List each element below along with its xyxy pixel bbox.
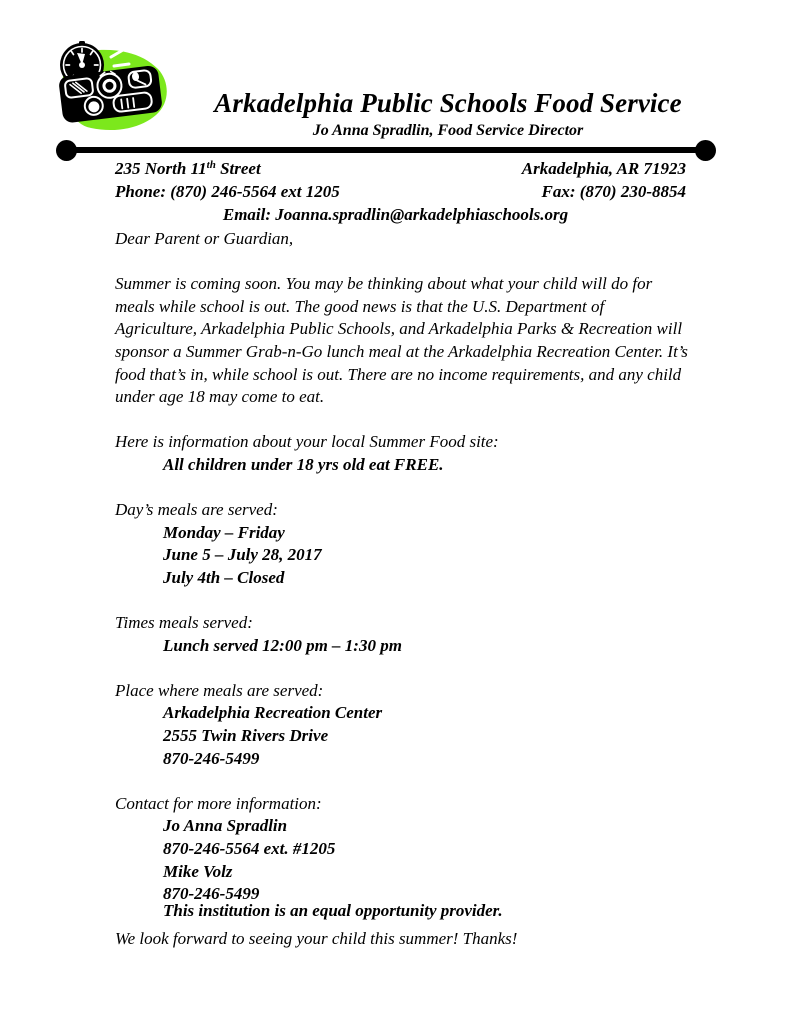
lunch-tray-clock-logo xyxy=(44,33,174,143)
city-state-zip: Arkadelphia, AR 71923 xyxy=(521,159,686,178)
section-item-site-street: 2555 Twin Rivers Drive xyxy=(163,726,329,746)
spacer xyxy=(115,477,690,500)
letterhead-titles xyxy=(168,88,728,141)
section-heading-contact-info: Contact for more information: xyxy=(115,793,322,813)
email-address: Email: Joanna.spradlin@arkadelphiaschools.org xyxy=(222,205,569,224)
section-item-contact-name-1: Jo Anna Spradlin xyxy=(163,816,288,836)
section-item-date-range: June 5 – July 28, 2017 xyxy=(163,545,322,565)
spacer xyxy=(115,770,690,793)
section-item-holiday-closure: July 4th – Closed xyxy=(163,567,285,587)
spacer xyxy=(115,409,690,432)
section-heading-summer-food-site: Here is information about your local Summer Food site: xyxy=(115,432,499,452)
section-heading-place-served: Place where meals are served: xyxy=(115,680,324,700)
section-item-contact-phone-1: 870-246-5564 ext. #1205 xyxy=(163,839,336,859)
street-address-number: 235 North 11 xyxy=(115,159,207,178)
section-heading-times-served: Times meals served: xyxy=(115,613,253,633)
director-subtitle: Jo Anna Spradlin, Food Service Director xyxy=(312,122,584,139)
organization-title: Arkadelphia Public Schools Food Service xyxy=(214,88,682,118)
contact-row-address xyxy=(0,157,791,180)
spacer xyxy=(115,590,690,613)
section-item-site-phone: 870-246-5499 xyxy=(163,748,260,768)
street-address-suffix: Street xyxy=(215,159,261,178)
letterhead xyxy=(0,0,791,150)
spacer xyxy=(115,251,690,274)
section-item-contact-phone-2: 870-246-5499 xyxy=(163,884,260,904)
section-item-free-meals: All children under 18 yrs old eat FREE. xyxy=(163,454,444,474)
section-item-site-name: Arkadelphia Recreation Center xyxy=(163,703,383,723)
fax-number: Fax: (870) 230-8854 xyxy=(541,182,686,201)
closing-line: We look forward to seeing your child this summer! Thanks! xyxy=(115,929,518,949)
section-item-contact-name-2: Mike Volz xyxy=(163,861,233,881)
section-heading-days-served: Day’s meals are served: xyxy=(115,500,278,520)
intro-paragraph: Summer is coming soon. You may be thinking about what your child will do for meals while school is out. The good news is that the U.S. Department of Agriculture, Arkadelphia Public Schools, and Arkadelphia Parks & Recreation will sponsor a Summer Grab-n-Go lunch meal at the Arkadelphia Recreation Center. It’s food that’s in, while school is out. There are no income requirements, and any child under age 18 may come to eat. xyxy=(115,274,688,407)
letter-body xyxy=(115,228,690,951)
contact-row-phone-fax xyxy=(0,180,791,203)
contact-block xyxy=(0,157,791,226)
contact-row-email xyxy=(0,203,791,226)
section-item-days-of-week: Monday – Friday xyxy=(163,522,285,542)
street-address xyxy=(115,157,261,180)
nondiscrimination-statement: This institution is an equal opportunity provider. xyxy=(163,901,503,920)
street-address-ordinal: th xyxy=(206,159,216,171)
spacer xyxy=(115,657,690,680)
divider-bar xyxy=(66,147,706,153)
salutation: Dear Parent or Guardian, xyxy=(115,229,294,248)
phone-number: Phone: (870) 246-5564 ext 1205 xyxy=(115,182,340,201)
section-item-lunch-time: Lunch served 12:00 pm – 1:30 pm xyxy=(163,635,402,655)
